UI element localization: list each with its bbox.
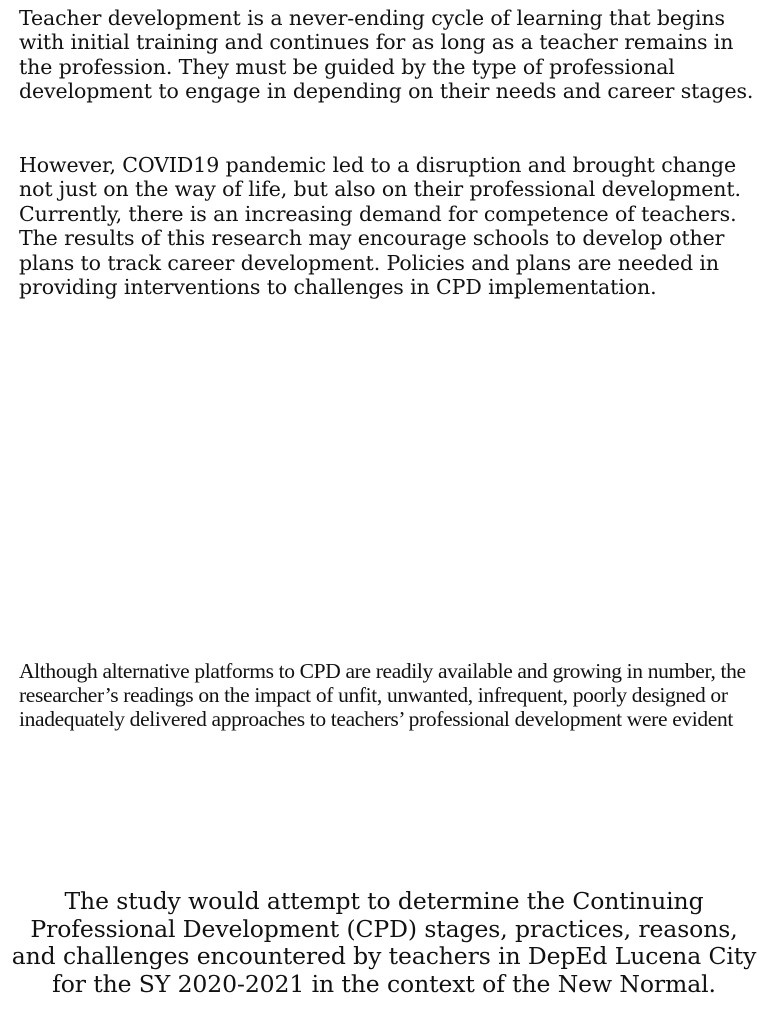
paragraph-alternative-platforms: Although alternative platforms to CPD are readily available and growing in number, the researcher’s readings on the impact of unfit, unwanted, infrequent, poorly designed or inadequately delivered approaches to teachers’ professional development were evident bbox=[19, 659, 746, 732]
paragraph-covid-disruption: However, COVID19 pandemic led to a disruption and brought change not just on the way of life, but also on their professional development. Currently, there is an increasing demand for competence of teachers. The results of this research may encourage schools to develop other plans to track career development. Policies and plans are needed in providing interventions to challenges in CPD implementation. bbox=[19, 153, 741, 300]
paragraph-teacher-development: Teacher development is a never-ending cycle of learning that begins with initial training and continues for as long as a teacher remains in the profession. They must be guided by the type of professional development to engage in depending on their needs and career stages. bbox=[19, 6, 754, 104]
paragraph-study-purpose: The study would attempt to determine the Continuing Professional Development (CPD) stages, practices, reasons, and challenges encountered by teachers in DepEd Lucena City for the SY 2020-2021 in the context of the New Normal. bbox=[11, 887, 757, 998]
